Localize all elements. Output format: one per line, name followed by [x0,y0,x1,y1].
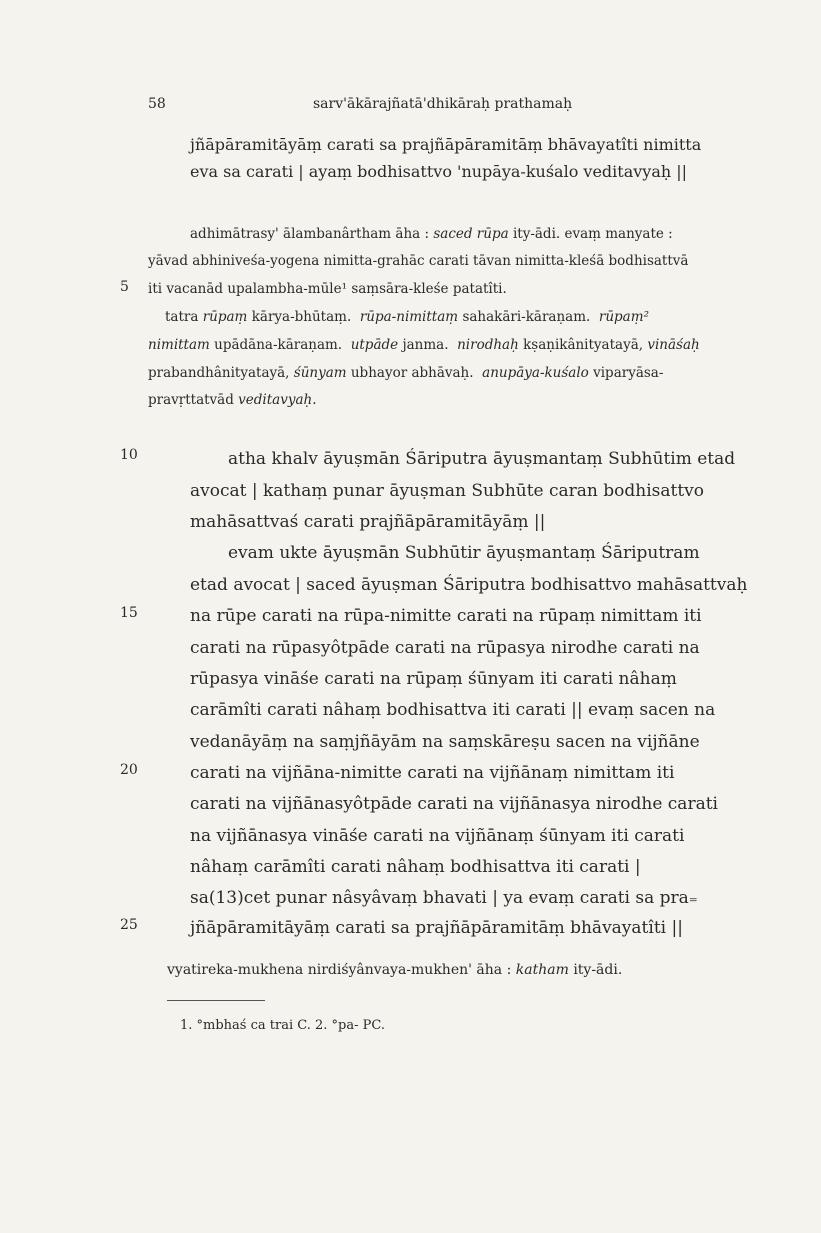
line-number: 25 [120,917,138,933]
commentary-line: adhimātrasy' ālambanârtham āha : saced rūpa ity-ādi. evaṃ manyate : [190,226,673,242]
text-line: atha khalv āyuṣmān Śāriputra āyuṣmantaṃ Subhūtim etad [228,449,736,469]
line-number: 5 [120,279,129,295]
commentary-line: tatra rūpaṃ kārya-bhūtaṃ. rūpa-nimittaṃ sahakāri-kāraṇam. rūpaṃ² [165,309,650,325]
text-line: jñāpāramitāyāṃ carati sa prajñāpāramitāṃ bhāvayatîti || [190,918,683,938]
page-number: 58 [148,96,166,112]
text-line: avocat | kathaṃ punar āyuṣman Subhūte caran bodhisattvo [190,481,705,501]
text-line: na rūpe carati na rūpa-nimitte carati na rūpaṃ nimittam iti [190,606,702,626]
line-number: 10 [120,447,138,463]
commentary-line: vyatireka-mukhena nirdiśyânvaya-mukhen' āha : katham ity-ādi. [167,962,623,978]
text-line: carāmîti carati nâhaṃ bodhisattva iti carati || evaṃ sacen na [190,700,716,720]
text-line: jñāpāramitāyāṃ carati sa prajñāpāramitāṃ bhāvayatîti nimitta [190,135,702,154]
text-line: evam ukte āyuṣmān Subhūtir āyuṣmantaṃ Śāriputram [228,543,700,563]
text-line: rūpasya vināśe carati na rūpaṃ śūnyam iti carati nâhaṃ [190,669,677,689]
text-line: na vijñānasya vināśe carati na vijñānaṃ śūnyam iti carati [190,826,685,846]
text-line: mahāsattvaś carati prajñāpāramitāyāṃ || [190,512,546,532]
line-number: 15 [120,605,138,621]
line-number: 20 [120,762,138,778]
text-line: vedanāyāṃ na saṃjñāyām na saṃskāreṣu sacen na vijñāne [190,732,700,752]
commentary-line: prabandhânityatayā, śūnyam ubhayor abhāvaḥ. anupāya-kuśalo viparyāsa- [148,365,664,381]
text-line: nâhaṃ carāmîti carati nâhaṃ bodhisattva iti carati | [190,857,641,877]
footnote: 1. °mbhaś ca trai C. 2. °pa- PC. [180,1018,385,1033]
text-line: carati na vijñānasyôtpāde carati na vijñānasya nirodhe carati [190,794,718,814]
commentary-line: pravṛttatvād veditavyaḥ. [148,392,317,408]
running-title: sarv'ākārajñatā'dhikāraḥ prathamaḥ [313,96,573,112]
commentary-line: nimittam upādāna-kāraṇam. utpāde janma. nirodhaḥ kṣaṇikânityatayā, vināśaḥ [148,337,700,353]
text-line: eva sa carati | ayaṃ bodhisattvo 'nupāya-kuśalo veditavyaḥ || [190,162,688,181]
text-line: sa(13)cet punar nâsyâvaṃ bhavati | ya evaṃ carati sa pra₌ [190,888,698,908]
footnote-divider [167,1000,265,1001]
text-line: carati na rūpasyôtpāde carati na rūpasya nirodhe carati na [190,638,700,658]
commentary-line: yāvad abhiniveśa-yogena nimitta-grahāc carati tāvan nimitta-kleśā bodhisattvā [148,253,689,269]
commentary-line: iti vacanād upalambha-mūle¹ saṃsāra-kleśe patatîti. [148,281,507,297]
text-line: carati na vijñāna-nimitte carati na vijñānaṃ nimittam iti [190,763,675,783]
text-line: etad avocat | saced āyuṣman Śāriputra bodhisattvo mahāsattvaḥ [190,575,748,595]
